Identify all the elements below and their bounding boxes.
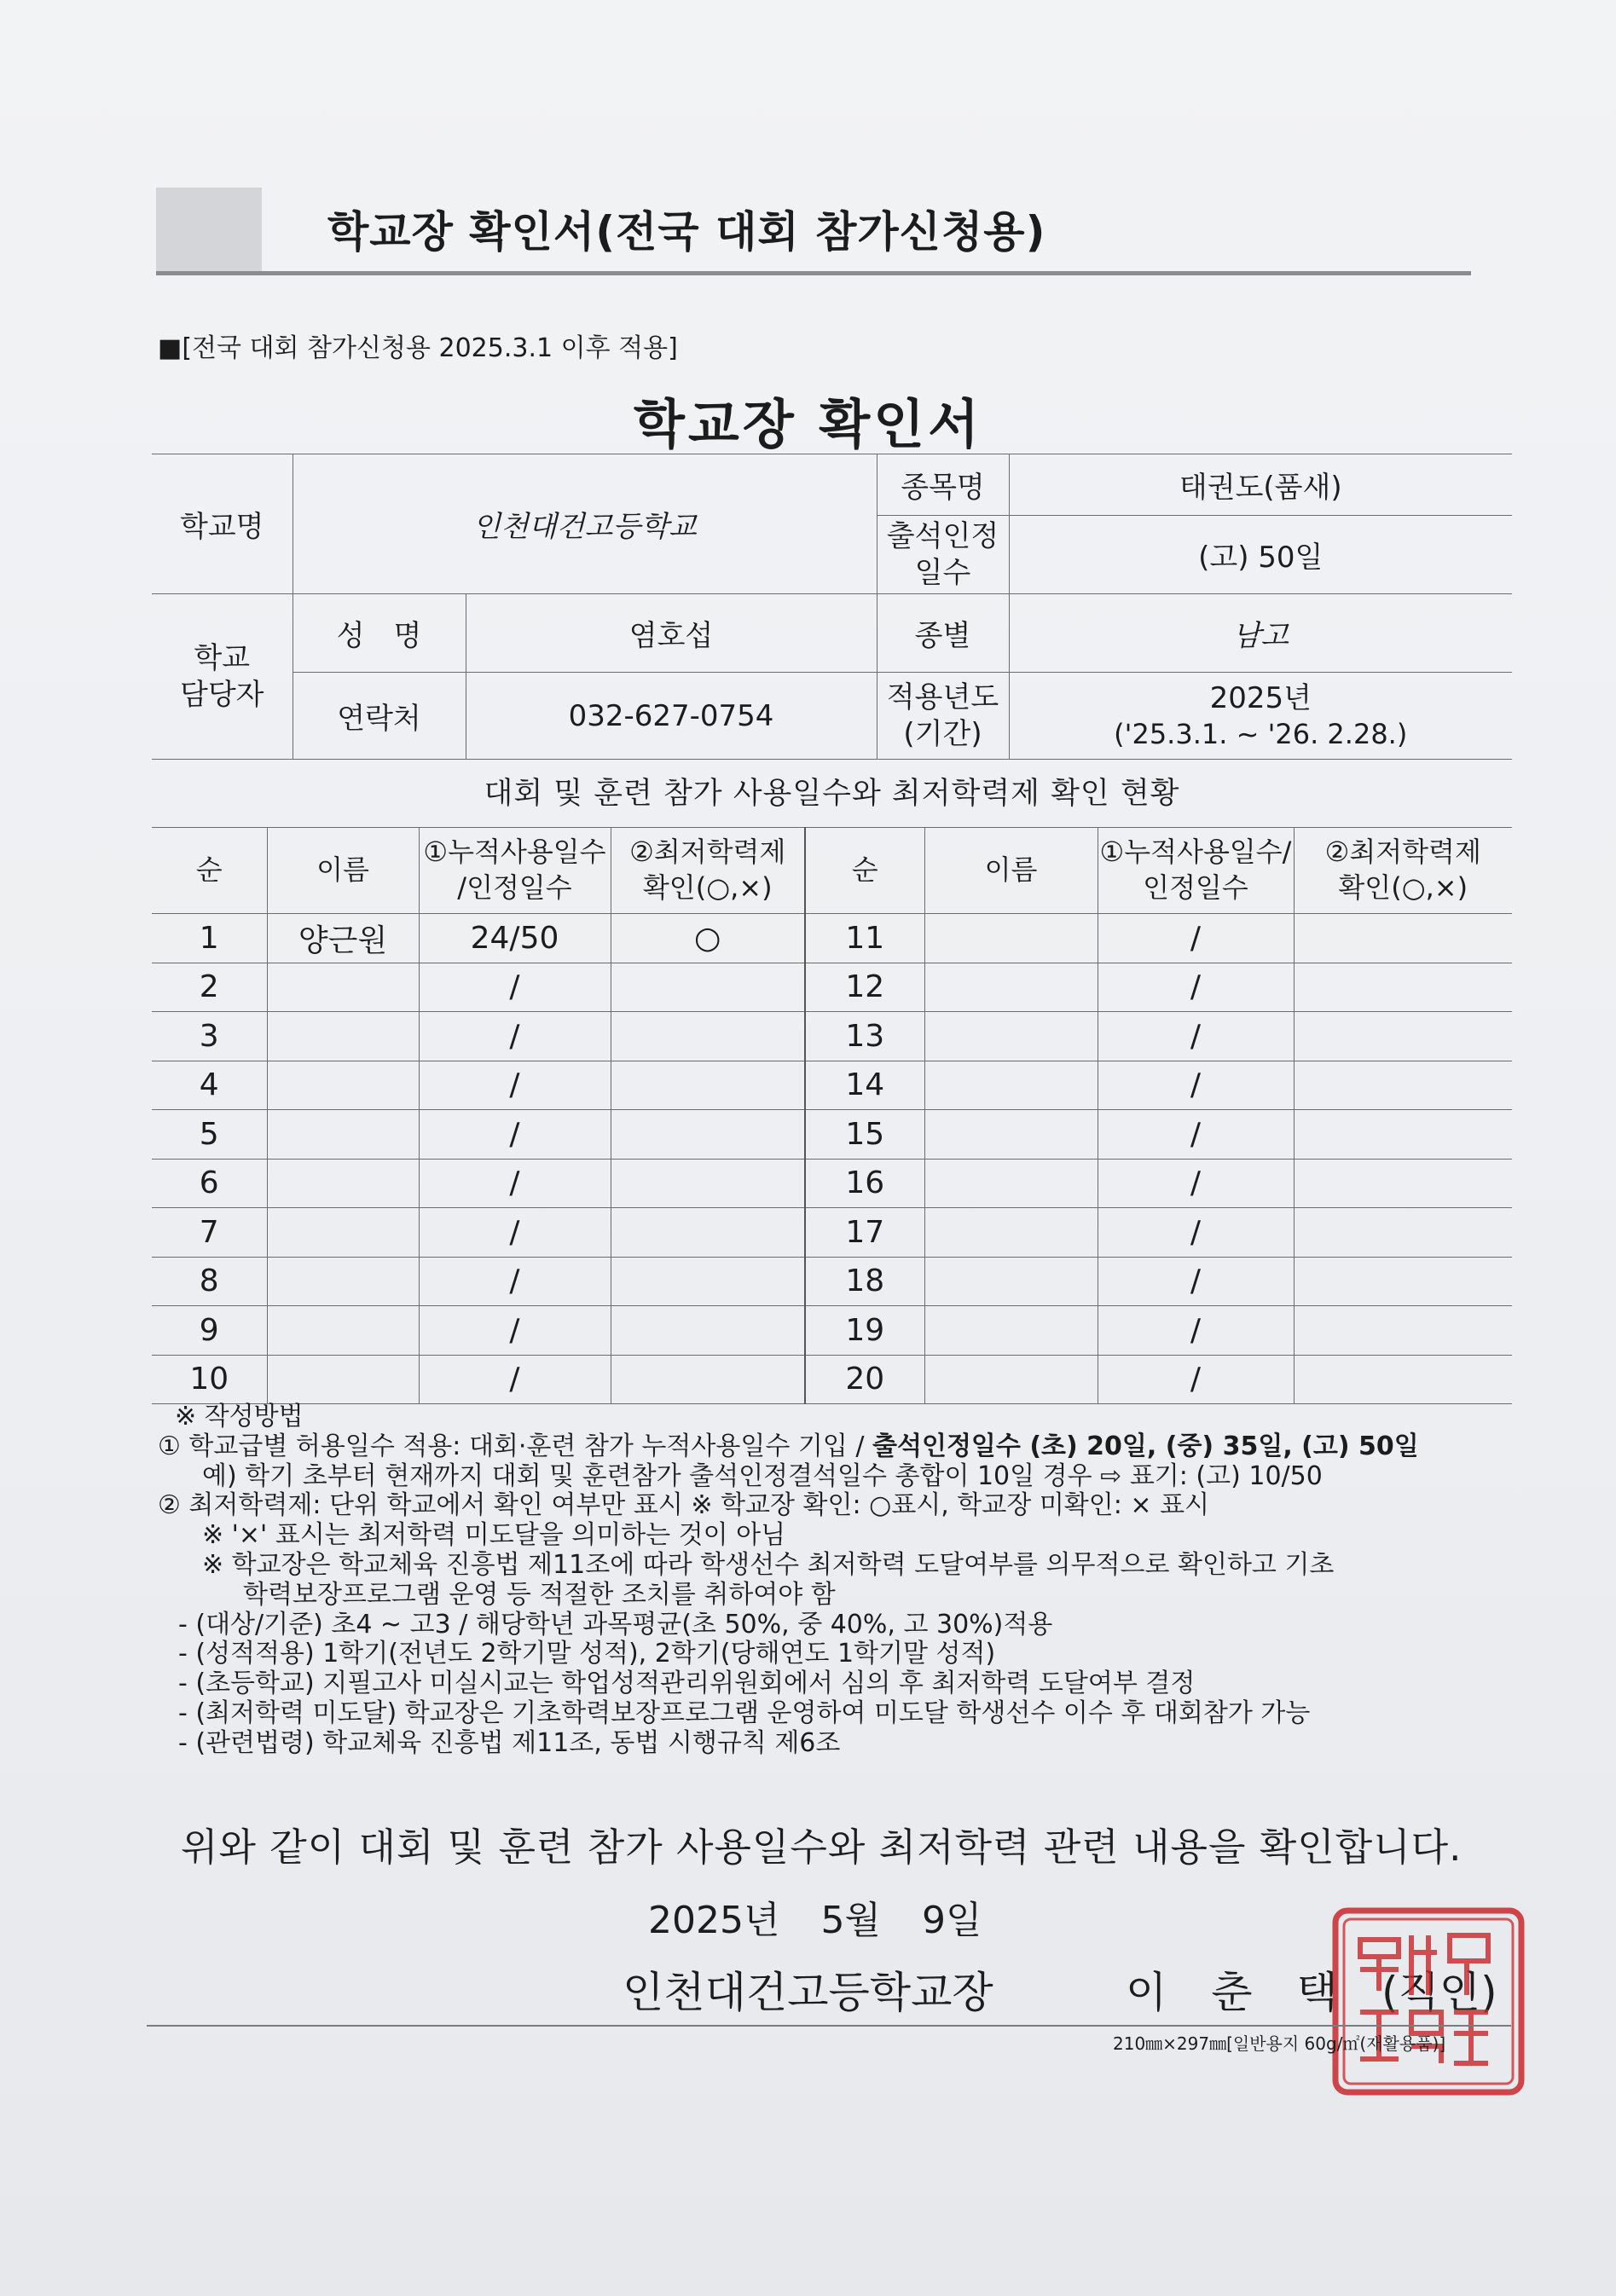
- row-min-left: [611, 1159, 805, 1208]
- row-days-right: /: [1098, 963, 1294, 1012]
- row-no-left: 2: [152, 963, 267, 1012]
- row-name-right: [924, 963, 1098, 1012]
- signature-school: 인천대건고등학교장: [623, 1968, 993, 2017]
- row-no-left: 9: [152, 1306, 267, 1356]
- row-days-left: /: [419, 1257, 611, 1306]
- header-min-left-line2: 확인(○,×): [642, 871, 773, 904]
- note-1-text: ① 학교급별 허용일수 적용: 대회·훈련 참가 누적사용일수 기입 /: [158, 1431, 872, 1461]
- header-title: 학교장 확인서(전국 대회 참가신청용): [327, 207, 1046, 257]
- main-title: 학교장 확인서: [634, 393, 982, 455]
- row-no-right: 11: [805, 914, 924, 963]
- table-row: [152, 1061, 1512, 1110]
- row-name-right: [924, 1159, 1098, 1208]
- row-name-left: [267, 1110, 419, 1160]
- confirmation-statement: 위와 같이 대회 및 훈련 참가 사용일수와 최저학력 관련 내용을 확인합니다.: [181, 1825, 1463, 1870]
- row-min-left: [611, 1306, 805, 1356]
- row-min-left: ○: [611, 914, 805, 963]
- header-days-right-line1: ①누적사용일수/: [1099, 836, 1292, 869]
- event-value: 태권도(품새): [1009, 454, 1512, 516]
- note-1: [158, 1432, 1522, 1462]
- row-no-left: 4: [152, 1061, 267, 1110]
- issue-date: [648, 1889, 1022, 1944]
- row-days-right: /: [1098, 1257, 1294, 1306]
- table-row: [152, 963, 1512, 1012]
- row-name-right: [924, 1355, 1098, 1404]
- header-days-left: [419, 828, 611, 914]
- row-no-left: 1: [152, 914, 267, 963]
- row-days-right: /: [1098, 1306, 1294, 1356]
- row-days-right: /: [1098, 1012, 1294, 1061]
- note-2: ② 최저학력제: 단위 학교에서 확인 여부만 표시 ※ 학교장 확인: ○표시, 학교장 미확인: × 표시: [158, 1490, 1210, 1521]
- header-divider: [156, 271, 1471, 275]
- row-no-right: 12: [805, 963, 924, 1012]
- row-min-right: [1294, 1306, 1512, 1356]
- row-min-right: [1294, 1159, 1512, 1208]
- row-days-right: /: [1098, 1208, 1294, 1258]
- manager-label-line1: 학교: [194, 641, 251, 675]
- header-min-left: [611, 828, 805, 914]
- note-2-a: ※ '×' 표시는 최저학력 미도달을 의미하는 것이 아님: [202, 1520, 786, 1551]
- row-days-left: /: [419, 1208, 611, 1258]
- info-table: [152, 454, 1512, 760]
- row-min-left: [611, 1257, 805, 1306]
- row-no-right: 14: [805, 1061, 924, 1110]
- attendance-label-line2: 일수: [914, 555, 971, 590]
- manager-label-line2: 담당자: [179, 677, 264, 712]
- row-days-right: /: [1098, 1159, 1294, 1208]
- status-grid-body: [152, 914, 1512, 1404]
- row-min-right: [1294, 963, 1512, 1012]
- row-name-right: [924, 1061, 1098, 1110]
- row-no-right: 20: [805, 1355, 924, 1404]
- instructions: [158, 1402, 1522, 1759]
- row-name-right: [924, 1208, 1098, 1258]
- row-min-right: [1294, 1257, 1512, 1306]
- note-detail-1: - (대상/기준) 초4 ~ 고3 / 해당학년 과목평균(초 50%, 중 40%, 고 30%)적용: [178, 1609, 1053, 1640]
- header-days-right-line2: 인정일수: [1143, 871, 1248, 904]
- row-min-right: [1294, 1355, 1512, 1404]
- row-days-left: /: [419, 1306, 611, 1356]
- row-days-left: /: [419, 963, 611, 1012]
- row-name-left: [267, 1208, 419, 1258]
- row-no-left: 5: [152, 1110, 267, 1160]
- row-min-left: [611, 1012, 805, 1061]
- attendance-value: (고) 50일: [1009, 516, 1512, 594]
- row-days-left: /: [419, 1110, 611, 1160]
- header-days-left-line2: /인정일수: [457, 871, 572, 904]
- manager-label: [152, 594, 293, 760]
- year-value: [1009, 673, 1512, 760]
- row-no-left: 3: [152, 1012, 267, 1061]
- row-days-right: /: [1098, 914, 1294, 963]
- paper-spec: 210㎜×297㎜[일반용지 60g/㎡(재활용품)]: [1113, 2033, 1446, 2054]
- header-name-left: 이름: [267, 828, 419, 914]
- row-no-right: 13: [805, 1012, 924, 1061]
- row-no-right: 18: [805, 1257, 924, 1306]
- row-name-left: [267, 1159, 419, 1208]
- row-min-right: [1294, 914, 1512, 963]
- year-label: [877, 673, 1009, 760]
- header-min-right-line1: ②최저학력제: [1324, 836, 1481, 869]
- row-no-right: 15: [805, 1110, 924, 1160]
- row-no-left: 7: [152, 1208, 267, 1258]
- table-row: [152, 1257, 1512, 1306]
- row-no-right: 16: [805, 1159, 924, 1208]
- note-detail-3: - (초등학교) 지필고사 미실시교는 학업성적관리위원회에서 심의 후 최저학력 도달여부 결정: [178, 1669, 1196, 1699]
- note-1-example: 예) 학기 초부터 현재까지 대회 및 훈련참가 출석인정결석일수 총합이 10일 경우 ⇨ 표기: (고) 10/50: [202, 1460, 1323, 1491]
- school-label: 학교명: [152, 454, 293, 594]
- note-2-b2: 학력보장프로그램 운영 등 적절한 조치를 취하여야 함: [243, 1579, 836, 1610]
- year-value-line2: ('25.3.1. ~ '26. 2.28.): [1114, 717, 1408, 750]
- table-row: [152, 914, 1512, 963]
- date-year: 2025년: [648, 1899, 780, 1942]
- gender-label: 종별: [877, 594, 1009, 673]
- row-name-left: [267, 1257, 419, 1306]
- form-subtitle: ■[전국 대회 참가신청용 2025.3.1 이후 적용]: [158, 333, 678, 363]
- row-no-right: 19: [805, 1306, 924, 1356]
- row-days-left: /: [419, 1012, 611, 1061]
- attendance-label: [877, 516, 1009, 594]
- row-min-right: [1294, 1012, 1512, 1061]
- date-day: 9일: [921, 1899, 982, 1942]
- row-days-left: /: [419, 1355, 611, 1404]
- row-days-left: /: [419, 1061, 611, 1110]
- header-no-left: 순: [152, 828, 267, 914]
- note-2-b1: ※ 학교장은 학교체육 진흥법 제11조에 따라 학생선수 최저학력 도달여부를 의무적으로 확인하고 기초: [202, 1549, 1335, 1580]
- table-row: [152, 1306, 1512, 1356]
- header-no-right: 순: [805, 828, 924, 914]
- row-min-left: [611, 1355, 805, 1404]
- instructions-heading: ※ 작성방법: [175, 1402, 304, 1431]
- contact-value: 032-627-0754: [466, 673, 877, 760]
- attendance-label-line1: 출석인정: [886, 519, 999, 553]
- footer-divider: [147, 2025, 1511, 2027]
- signature-seal-label: (직인): [1381, 1968, 1497, 2017]
- row-name-left: [267, 1355, 419, 1404]
- row-name-right: [924, 1306, 1098, 1356]
- header-name-right: 이름: [924, 828, 1098, 914]
- table-row: [152, 1159, 1512, 1208]
- gender-value: 남고: [1009, 594, 1512, 673]
- table-row: [152, 1208, 1512, 1258]
- row-min-right: [1294, 1110, 1512, 1160]
- table-row: [152, 1012, 1512, 1061]
- row-name-left: [267, 963, 419, 1012]
- year-label-line2: (기간): [903, 716, 982, 751]
- note-detail-2: - (성적적용) 1학기(전년도 2학기말 성적), 2학기(당해연도 1학기말 성적): [178, 1639, 996, 1669]
- row-name-left: [267, 1012, 419, 1061]
- row-min-left: [611, 963, 805, 1012]
- status-grid: [152, 827, 1512, 1404]
- note-detail-5: - (관련법령) 학교체육 진흥법 제11조, 동법 시행규칙 제6조: [178, 1727, 841, 1758]
- year-value-line1: 2025년: [1209, 681, 1312, 716]
- row-name-right: [924, 1012, 1098, 1061]
- row-no-left: 8: [152, 1257, 267, 1306]
- row-days-right: /: [1098, 1355, 1294, 1404]
- school-name: 인천대건고등학교: [293, 454, 877, 594]
- note-detail-4: - (최저학력 미도달) 학교장은 기초학력보장프로그램 운영하여 미도달 학생선수 이수 후 대회참가 가능: [178, 1697, 1311, 1728]
- row-name-right: [924, 914, 1098, 963]
- table-row: [152, 1355, 1512, 1404]
- row-name-left: [267, 1306, 419, 1356]
- header-min-right-line2: 확인(○,×): [1338, 871, 1468, 904]
- row-no-left: 10: [152, 1355, 267, 1404]
- row-days-left: 24/50: [419, 914, 611, 963]
- official-seal-icon: [1330, 1906, 1526, 2097]
- row-min-left: [611, 1061, 805, 1110]
- row-min-right: [1294, 1208, 1512, 1258]
- status-title: 대회 및 훈련 참가 사용일수와 최저학력제 확인 현황: [152, 761, 1512, 828]
- header-days-right: [1098, 828, 1294, 914]
- row-min-left: [611, 1208, 805, 1258]
- row-name-right: [924, 1110, 1098, 1160]
- row-days-right: /: [1098, 1061, 1294, 1110]
- row-min-left: [611, 1110, 805, 1160]
- year-label-line1: 적용년도: [886, 680, 999, 714]
- header-days-left-line1: ①누적사용일수: [423, 836, 606, 869]
- row-days-left: /: [419, 1159, 611, 1208]
- row-days-right: /: [1098, 1110, 1294, 1160]
- row-name-right: [924, 1257, 1098, 1306]
- row-min-right: [1294, 1061, 1512, 1110]
- row-no-left: 6: [152, 1159, 267, 1208]
- event-label: 종목명: [877, 454, 1009, 516]
- row-no-right: 17: [805, 1208, 924, 1258]
- name-label: 성 명: [293, 594, 466, 673]
- header-gray-box: [156, 188, 262, 273]
- header-min-right: [1294, 828, 1512, 914]
- row-name-left: 양근원: [267, 914, 419, 963]
- header-min-left-line1: ②최저학력제: [629, 836, 786, 869]
- row-name-left: [267, 1061, 419, 1110]
- contact-label: 연락처: [293, 673, 466, 760]
- signature-principal-name: 이 춘 택: [1126, 1968, 1353, 2017]
- table-row: [152, 1110, 1512, 1160]
- name-value: 염호섭: [466, 594, 877, 673]
- note-1-bold: 출석인정일수 (초) 20일, (중) 35일, (고) 50일: [872, 1431, 1419, 1461]
- date-month: 5월: [820, 1899, 881, 1942]
